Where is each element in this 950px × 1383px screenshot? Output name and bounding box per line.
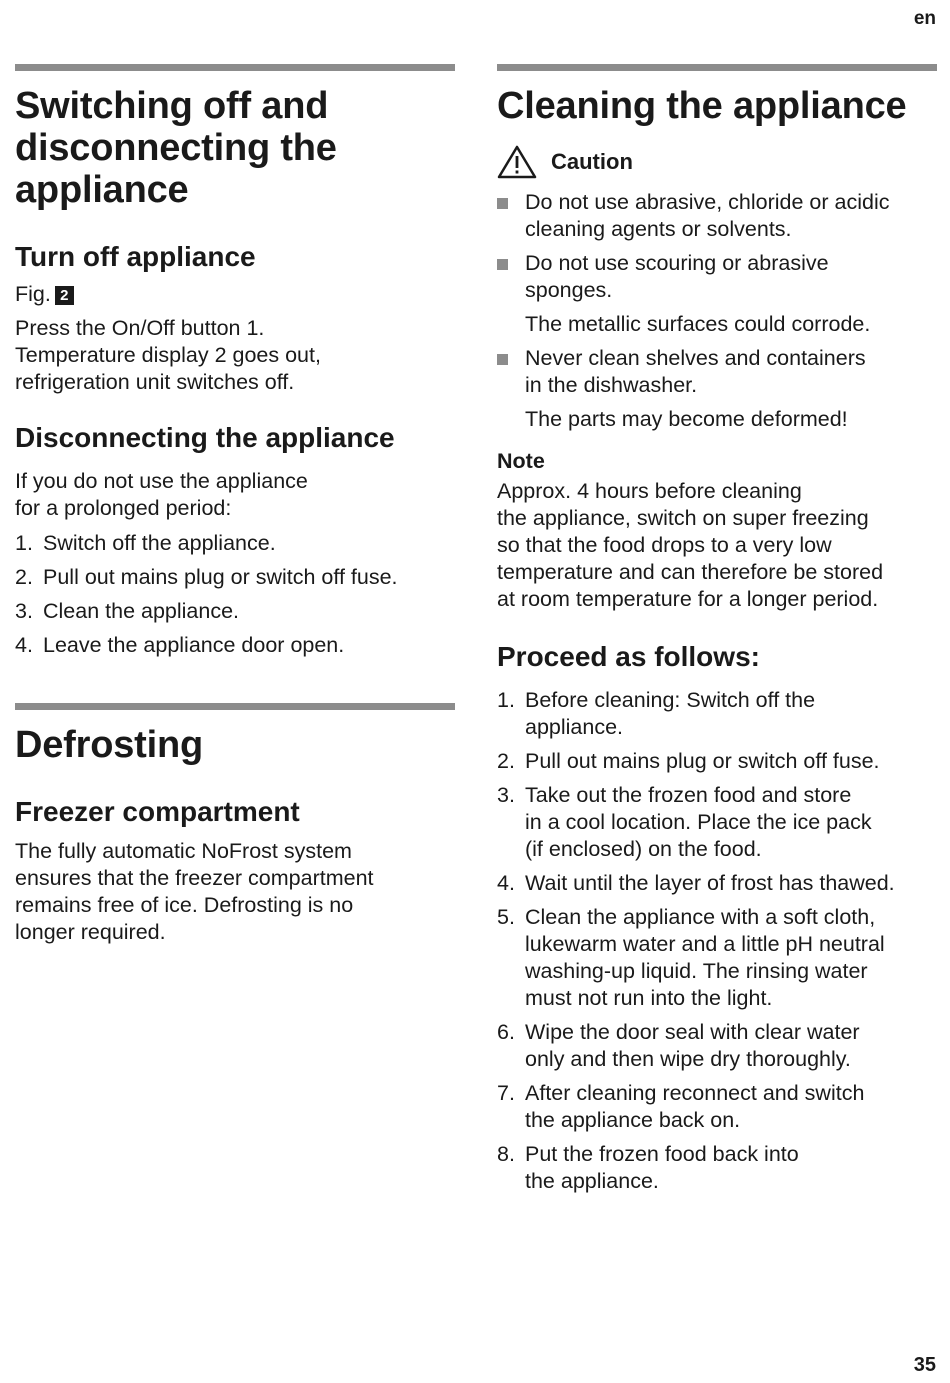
list-item: 5. Clean the appliance with a soft cloth, lukewarm water and a little pH neutral washing-up liquid. The rinsing water must not run into the light. (497, 905, 885, 1010)
list-item: 3. Clean the appliance. (15, 599, 240, 623)
list-item: 4. Leave the appliance door open. (15, 633, 345, 657)
list-item: 3. Take out the frozen food and store in a cool location. Place the ice pack (if enclosed) on the food. (497, 783, 872, 861)
bullet-square (497, 354, 508, 365)
bullet-square (497, 259, 508, 270)
caution-consequence: The metallic surfaces could corrode. (525, 312, 871, 336)
list-item: 7. After cleaning reconnect and switch the appliance back on. (497, 1081, 865, 1132)
note-text: Approx. 4 hours before cleaning the appliance, switch on super freezing so that the food drops to a very low temperature and can therefore be stored at room temperature for a longer period. (497, 479, 884, 611)
note-label: Note (497, 449, 545, 473)
list-item: Never clean shelves and containers in the dishwasher. (497, 345, 937, 399)
list-item: 4. Wait until the layer of frost has thawed. (497, 871, 895, 895)
list-item: 6. Wipe the door seal with clear water only and then wipe dry thoroughly. (497, 1020, 860, 1071)
warning-triangle-icon (497, 145, 537, 179)
heading-disconnecting: Disconnecting the appliance (15, 422, 395, 453)
section-title-defrosting: Defrosting (15, 724, 204, 766)
caution-list (497, 345, 937, 399)
disconnect-intro: If you do not use the appliance for a prolonged period: (15, 469, 308, 520)
freezer-text: The fully automatic NoFrost system ensures that the freezer compartment remains free of ice. Defrosting is no longer required. (15, 839, 374, 944)
list-item: 2. Pull out mains plug or switch off fuse. (497, 749, 880, 773)
list-item: Do not use scouring or abrasive sponges. (497, 250, 937, 304)
caution-header (497, 145, 937, 179)
heading-proceed-as-follows: Proceed as follows: (497, 641, 760, 672)
left-column (15, 64, 455, 946)
right-column (497, 64, 937, 1202)
caution-consequence: The parts may become deformed! (525, 407, 848, 431)
section-rule (15, 64, 455, 71)
section-title-cleaning: Cleaning the appliance (497, 85, 907, 127)
section-title-switching-off: Switching off and disconnecting the appliance (15, 85, 337, 211)
turn-off-text: Press the On/Off button 1. Temperature display 2 goes out, refrigeration unit switches off. (15, 316, 321, 394)
figure-reference: Fig. 2 (15, 281, 455, 308)
list-item: 1. Switch off the appliance. (15, 531, 276, 555)
section-rule (497, 64, 937, 71)
caution-list (497, 189, 937, 304)
language-label: en (913, 8, 936, 29)
list-item: 8. Put the frozen food back into the appliance. (497, 1142, 799, 1193)
heading-freezer-compartment: Freezer compartment (15, 796, 300, 827)
list-item: 1. Before cleaning: Switch off the appliance. (497, 688, 816, 739)
list-item: 2. Pull out mains plug or switch off fuse. (15, 565, 398, 589)
disconnect-steps (15, 530, 455, 659)
list-item: Do not use abrasive, chloride or acidic cleaning agents or solvents. (497, 189, 937, 243)
heading-turn-off-appliance: Turn off appliance (15, 241, 256, 272)
figure-number-box: 2 (55, 286, 74, 305)
section-rule (15, 703, 455, 710)
cleaning-steps (497, 687, 937, 1195)
page-number: 35 (913, 1354, 936, 1376)
bullet-square (497, 198, 508, 209)
caution-label: Caution (551, 149, 633, 174)
